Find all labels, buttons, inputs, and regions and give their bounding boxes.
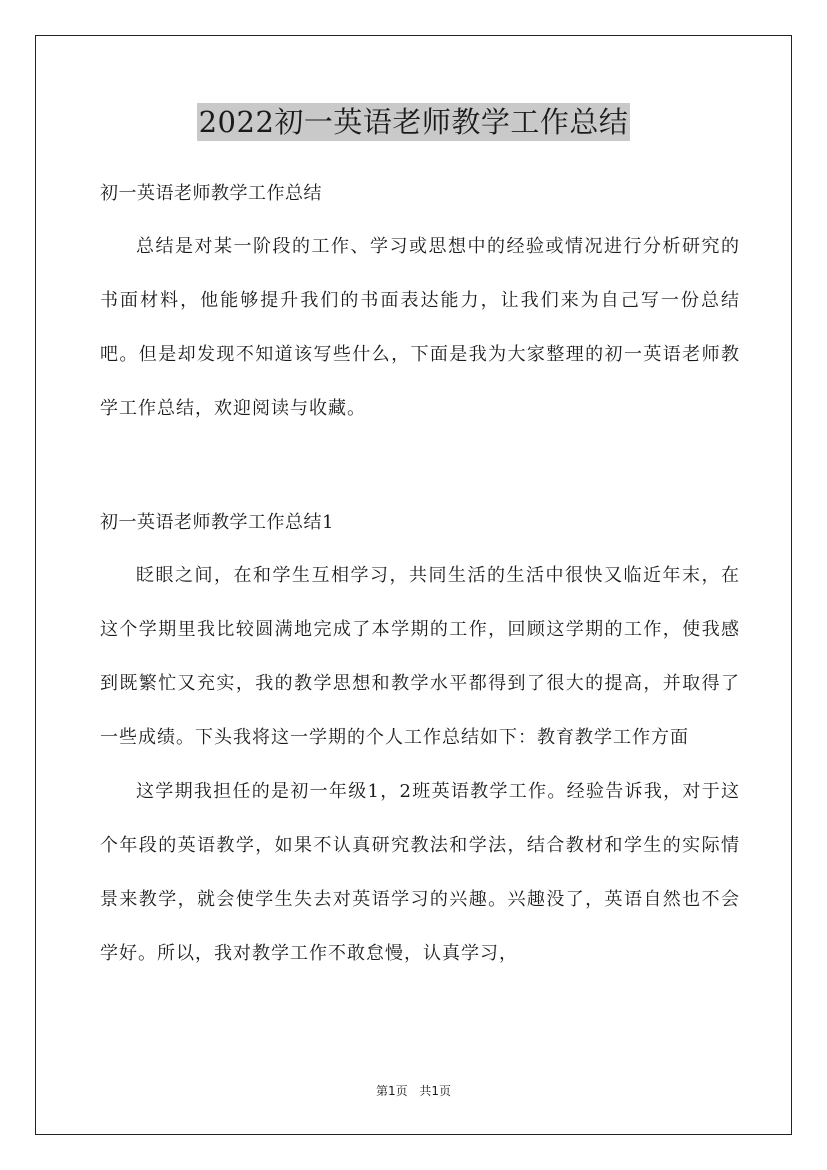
intro-heading: 初一英语老师教学工作总结 (100, 183, 322, 204)
page-number: 第1页 (375, 1084, 408, 1098)
section-heading-1: 初一英语老师教学工作总结1 (100, 512, 334, 533)
document-body (100, 175, 740, 981)
section-1-paragraph-1: 眨眼之间，在和学生互相学习，共同生活的生活中很快又临近年末，在这个学期里我比较圆满地完成了本学期的工作，回顾这学期的工作，使我感到既繁忙又充实，我的教学思想和教学水平都得到了很大的提高，并取得了一些成绩。下头我将这一学期的个人工作总结如下：教育教学工作方面 (100, 565, 740, 748)
page-total: 共1页 (419, 1084, 452, 1098)
page-footer (0, 1083, 827, 1099)
title-container (0, 103, 827, 141)
section-1-paragraph-2: 这学期我担任的是初一年级1，2班英语教学工作。经验告诉我，对于这个年段的英语教学，如果不认真研究教法和学法，结合教材和学生的实际情景来教学，就会使学生失去对英语学习的兴趣。兴趣没了，英语自然也不会学好。所以，我对教学工作不敢怠慢，认真学习， (100, 781, 740, 964)
intro-paragraph: 总结是对某一阶段的工作、学习或思想中的经验或情况进行分析研究的书面材料，他能够提升我们的书面表达能力，让我们来为自己写一份总结吧。但是却发现不知道该写些什么，下面是我为大家整理的初一英语老师教学工作总结，欢迎阅读与收藏。 (100, 236, 740, 419)
document-title: 2022初一英语老师教学工作总结 (198, 105, 629, 139)
